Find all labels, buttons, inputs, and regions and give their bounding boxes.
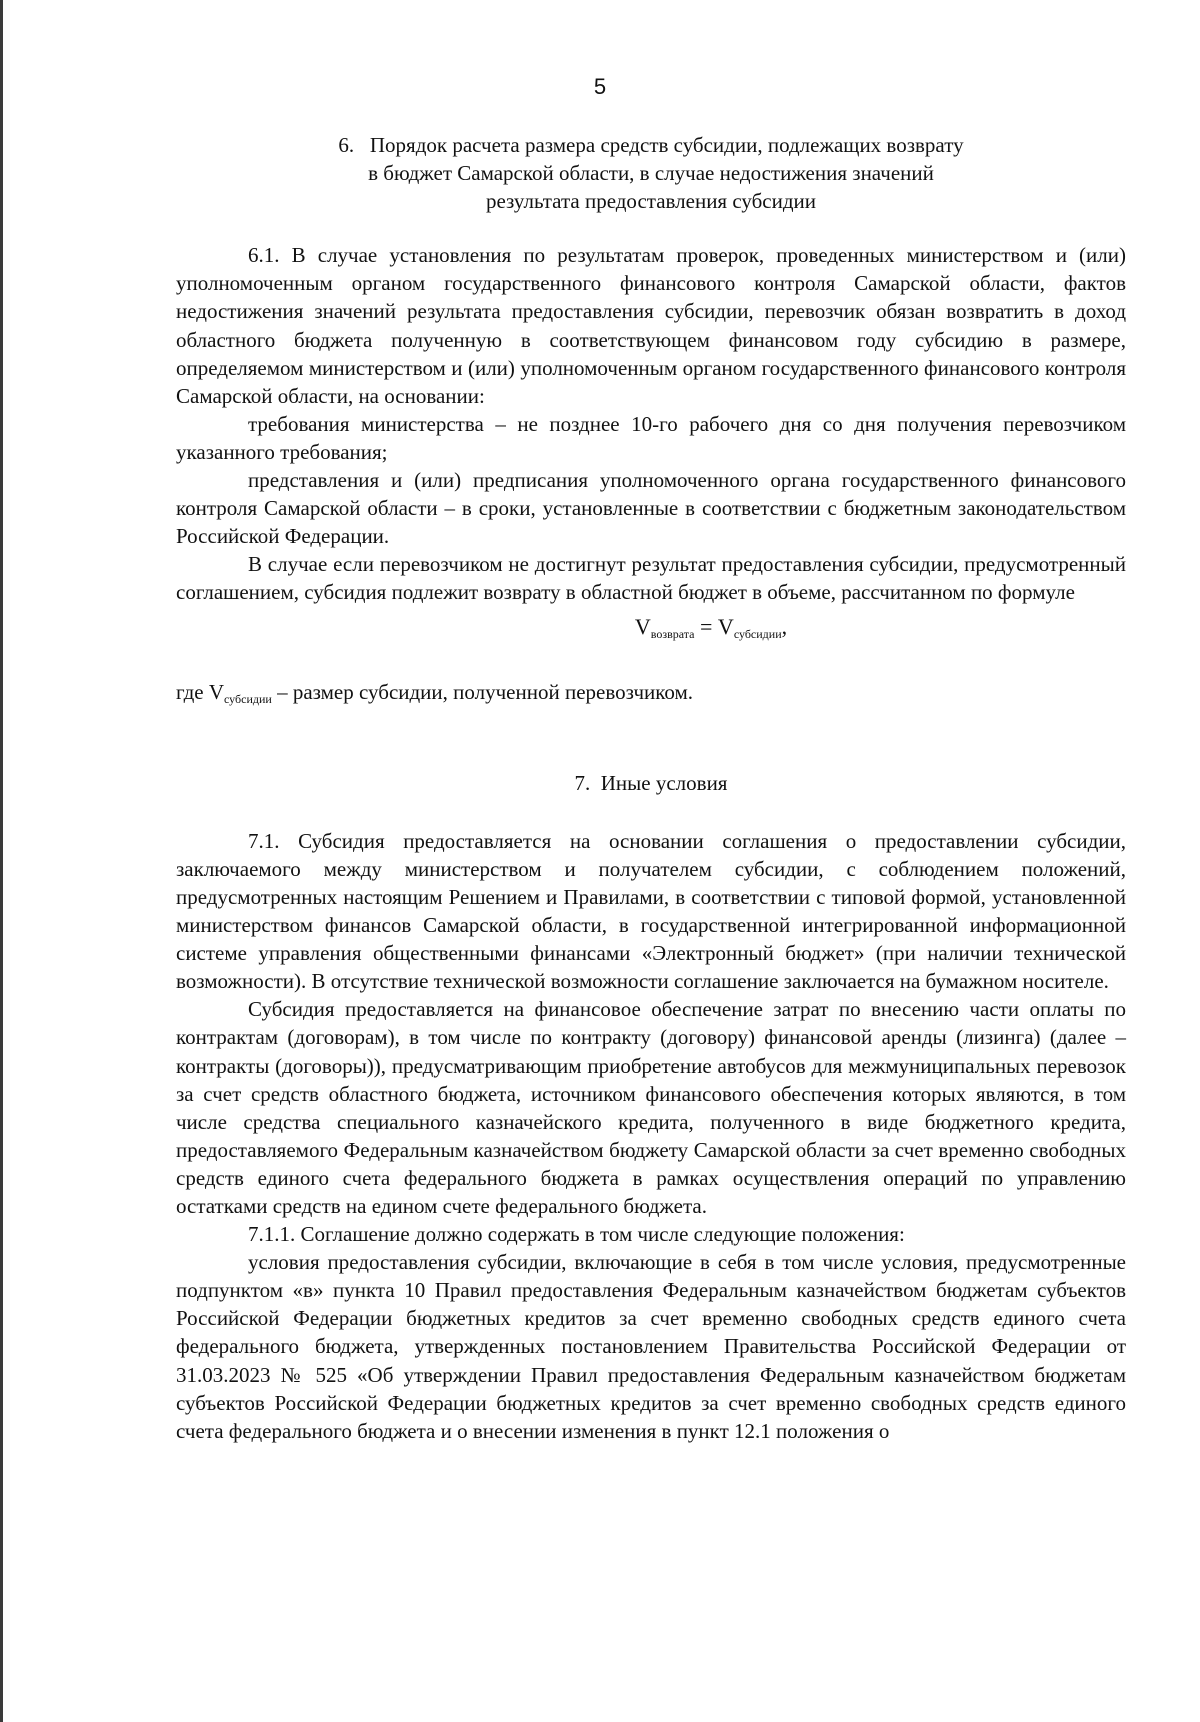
document-body — [176, 131, 1126, 1445]
paragraph-conditions: условия предоставления субсидии, включающие в себя в том числе условия, предусмотренные подпунктом «в» пункта 10 Правил предоставления Федеральным казначейством бюджетам субъектов Российской Федерации бюджетных кредитов за счет временно свободных средств единого счета федерального бюджета, утвержденных постановлением Правительства Российской Федерации от 31.03.2023 № 525 «Об утверждении Правил предоставления Федеральным казначейством бюджетам субъектов Российской Федерации бюджетных кредитов за счет временно свободных средств единого счета федерального бюджета и о внесении изменения в пункт 12.1 положения о — [176, 1250, 1126, 1443]
paragraph-7-1-1: 7.1.1. Соглашение должно содержать в том числе следующие положения: — [248, 1222, 905, 1247]
formula-rhs: V — [717, 613, 734, 639]
definition-prefix: где V — [176, 679, 224, 704]
section-6-heading-line: результата предоставления субсидии — [485, 189, 817, 214]
paragraph-ministry-requirement: требования министерства – не позднее 10-го рабочего дня со дня получения перевозчиком указанного требования; — [176, 411, 1126, 464]
paragraph-subsidy-purpose: Субсидия предоставляется на финансовое обеспечение затрат по внесению части оплаты по контрактам (договорам), в том числе по контракту (договору) финансовой аренды (лизинга) (далее – контракты (договоры)), предусматривающим приобретение автобусов для межмуниципальных перевозок за счет средств областного бюджета, источником финансового обеспечения которых являются, в том числе средства специального казначейского кредита, полученного в виде бюджетного кредита, предоставляемого Федеральным казначейством бюджету Самарской области за счет временно свободных средств единого счета федерального бюджета в рамках осуществления операций по управлению остатками средств на едином счете федерального бюджета. — [176, 997, 1126, 1218]
paragraph-6-1: 6.1. В случае установления по результатам проверок, проведенных министерством и (или) уполномоченным органом государственного финансового контроля Самарской области, фактов недостижения значений результата предоставления субсидии, перевозчик обязан возвратить в доход областного бюджета полученную в соответствующем финансовом году субсидию в размере, определяемом министерством и (или) уполномоченным органом государственного финансового контроля Самарской области, на основании: — [176, 243, 1126, 408]
section-6-heading-line: в бюджет Самарской области, в случае недостижения значений — [368, 161, 934, 186]
paragraph-7-1: 7.1. Субсидия предоставляется на основании соглашения о предоставлении субсидии, заключаемого между министерством и получателем субсидии, с соблюдением положений, предусмотренных настоящим Решением и Правилами, в соответствии с типовой формой, установленной министерством финансов Самарской области, в государственной интегрированной информационной системе управления общественными финансами «Электронный бюджет» (при наличии технической возможности). В отсутствие технической возможности соглашение заключается на бумажном носителе. — [176, 828, 1126, 994]
page-number: 5 — [593, 74, 607, 99]
formula-rhs-subscript: субсидии — [733, 626, 782, 641]
definition-subscript: субсидии — [224, 691, 272, 706]
return-formula — [176, 613, 1126, 648]
scan-edge — [0, 0, 3, 1722]
section-6-heading — [176, 131, 1126, 215]
formula-lhs-subscript: возврата — [650, 626, 695, 641]
formula-definition — [176, 678, 1126, 713]
section-7-heading: 7. Иные условия — [574, 770, 728, 795]
formula-equals: = — [694, 613, 718, 639]
formula-lhs: V — [634, 613, 651, 639]
definition-text: – размер субсидии, полученной перевозчиком. — [271, 679, 694, 704]
section-6-heading-line: 6. Порядок расчета размера средств субсидии, подлежащих возврату — [338, 133, 964, 157]
paragraph-control-order: представления и (или) предписания уполномоченного органа государственного финансового контроля Самарской области – в сроки, установленные в соответствии с бюджетным законодательством Российской Федерации. — [176, 468, 1126, 549]
formula-tail: , — [781, 613, 788, 639]
paragraph-return-formula-intro: В случае если перевозчиком не достигнут результат предоставления субсидии, предусмотренный соглашением, субсидия подлежит возврату в областной бюджет в объеме, рассчитанном по формуле — [176, 552, 1126, 605]
